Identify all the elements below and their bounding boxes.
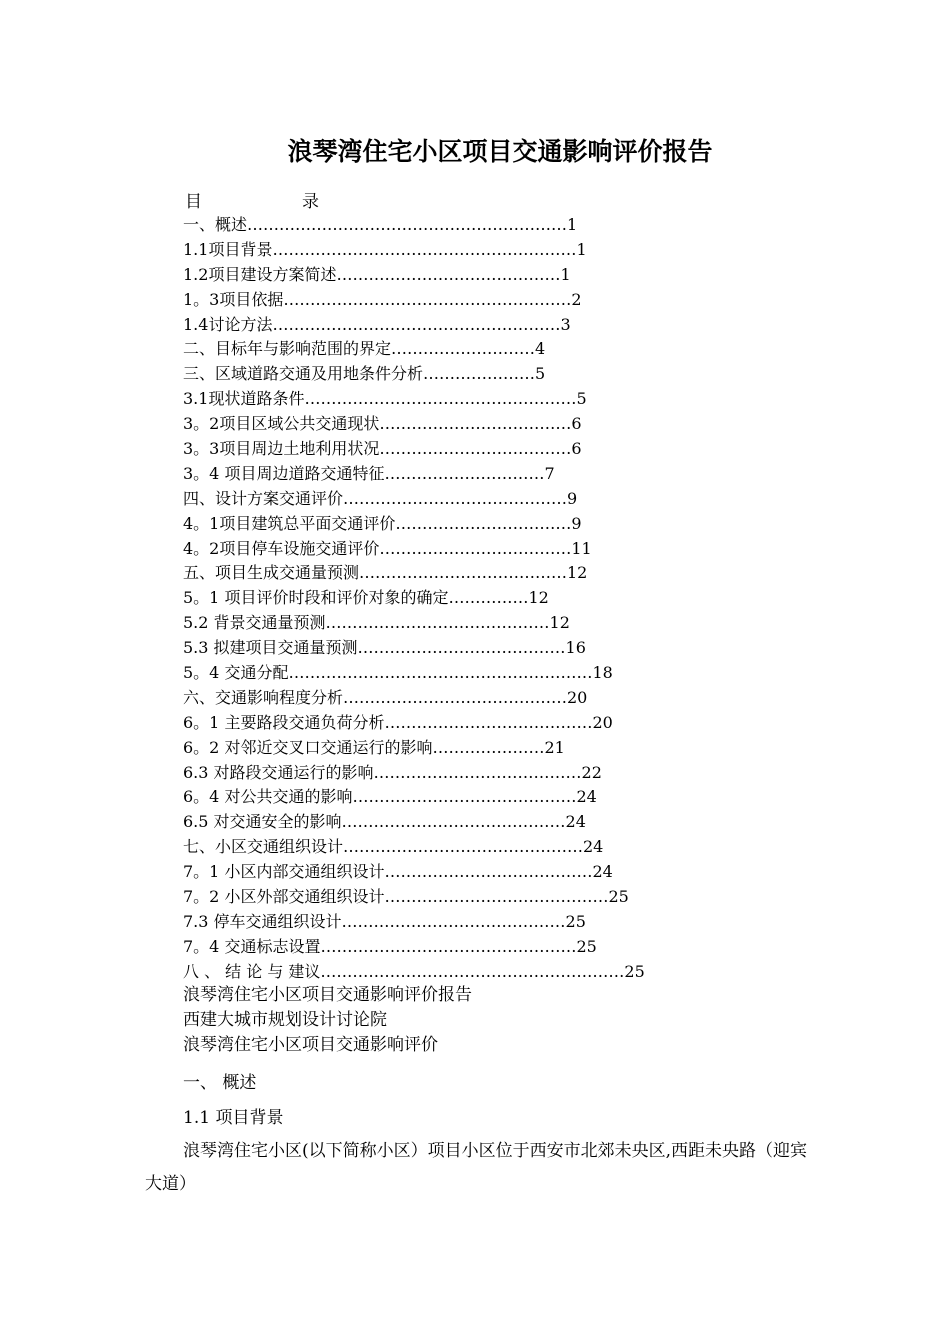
toc-entry[interactable]: 四、设计方案交通评价……………………………………9 [183,488,578,508]
document-title: 浪琴湾住宅小区项目交通影响评价报告 [287,137,713,166]
toc-entry[interactable]: 1.2项目建设方案简述……………………………………1 [183,264,571,284]
toc-entry[interactable]: 3.1现状道路条件……………………………………………5 [183,389,587,409]
toc-entry[interactable]: 5。4 交通分配…………………………………………………18 [183,663,613,683]
toc-entry[interactable]: 五、项目生成交通量预测…………………………………12 [183,563,588,583]
toc-entry[interactable]: 3。2项目区域公共交通现状………………………………6 [183,414,582,434]
toc-entry[interactable]: 二、目标年与影响范围的界定………………………4 [183,339,546,359]
toc-entry[interactable]: 6.5 对交通安全的影响……………………………………24 [183,812,586,832]
toc-heading-right: 录 [302,192,319,212]
toc-entry[interactable]: 1.1项目背景…………………………………………………1 [183,239,587,259]
toc-entry[interactable]: 7。2 小区外部交通组织设计……………………………………25 [183,887,629,907]
toc-heading [185,187,319,212]
subsection-heading-background: 1.1 项目背景 [183,1108,284,1128]
table-of-contents [183,213,645,985]
toc-entry[interactable]: 3。4 项目周边道路交通特征…………………………7 [183,463,555,483]
institute-line: 西建大城市规划设计讨论院 [183,1010,387,1030]
toc-entry[interactable]: 6.3 对路段交通运行的影响…………………………………22 [183,762,602,782]
toc-entry[interactable]: 6。4 对公共交通的影响……………………………………24 [183,787,597,807]
toc-entry[interactable]: 4。2项目停车设施交通评价………………………………11 [183,538,592,558]
toc-entry[interactable]: 1。3项目依据………………………………………………2 [183,289,582,309]
toc-entry[interactable]: 5.3 拟建项目交通量预测…………………………………16 [183,638,586,658]
toc-entry[interactable]: 7。4 交通标志设置…………………………………………25 [183,936,597,956]
document-header-lines [183,983,472,1058]
toc-entry[interactable]: 5.2 背景交通量预测……………………………………12 [183,613,570,633]
toc-entry[interactable]: 7.3 停车交通组织设计……………………………………25 [183,911,586,931]
toc-entry[interactable]: 3。3项目周边土地利用状况………………………………6 [183,439,582,459]
report-title-line: 浪琴湾住宅小区项目交通影响评价报告 [183,985,472,1005]
toc-entry[interactable]: 5。1 项目评价时段和评价对象的确定……………12 [183,588,549,608]
toc-entry[interactable]: 六、交通影响程度分析……………………………………20 [183,687,588,707]
toc-entry[interactable]: 6。1 主要路段交通负荷分析…………………………………20 [183,712,613,732]
toc-entry[interactable]: 6。2 对邻近交叉口交通运行的影响…………………21 [183,737,565,757]
body-paragraph: 浪琴湾住宅小区(以下简称小区）项目小区位于西安市北郊未央区,西距未央路（迎宾大道） [145,1141,808,1194]
toc-heading-left: 目 [185,192,202,212]
toc-entry[interactable]: 1.4讨论方法………………………………………………3 [183,314,571,334]
toc-entry[interactable]: 7。1 小区内部交通组织设计…………………………………24 [183,862,613,882]
toc-entry[interactable]: 八 、 结 论 与 建议…………………………………………………25 [183,961,645,981]
toc-entry[interactable]: 一、概述……………………………………………………1 [183,215,578,234]
section-heading-overview: 一、 概述 [183,1073,257,1093]
toc-entry[interactable]: 三、区域道路交通及用地条件分析…………………5 [183,364,546,384]
toc-entry[interactable]: 4。1项目建筑总平面交通评价……………………………9 [183,513,582,533]
report-subtitle-line: 浪琴湾住宅小区项目交通影响评价 [183,1035,438,1055]
toc-entry[interactable]: 七、小区交通组织设计………………………………………24 [183,837,604,857]
